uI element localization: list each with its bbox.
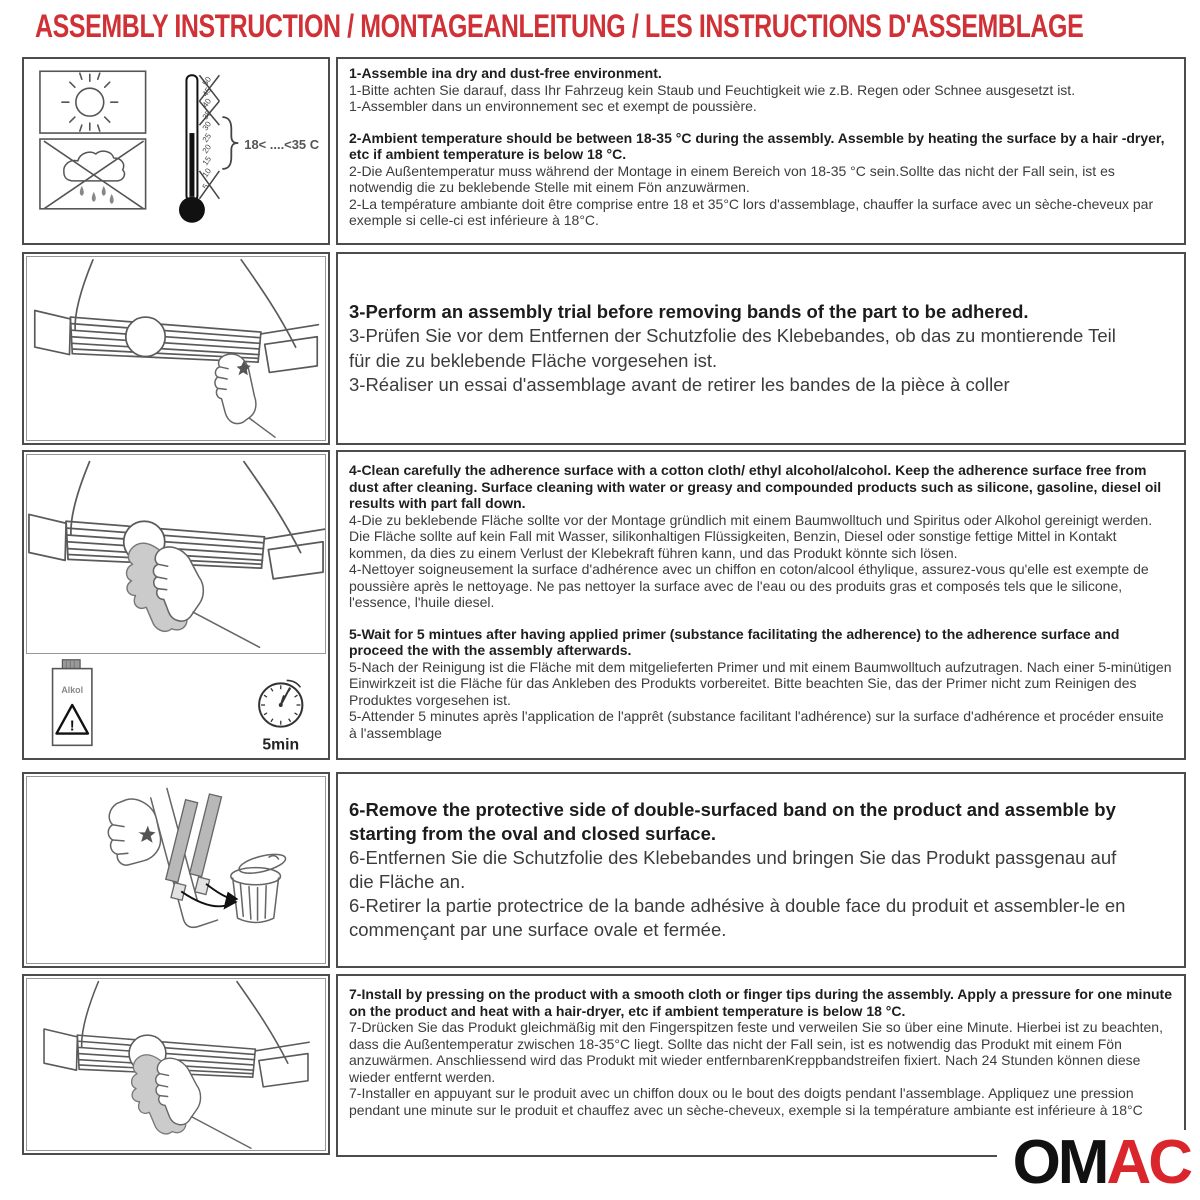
instructions-step-1-2 — [336, 57, 1186, 245]
step5-de: 5-Nach der Reinigung ist die Fläche mit dem mitgelieferten Primer und mit einem Baumwolltuch aufzutragen. Nach einer 5-minütigen Einwirkzeit ist die Fläche für das Ankleben des Produkts vorbereitet. Bitte beachten Sie, das der Primer nicht zum Reinigen des Produktes vorgesehen ist. — [349, 658, 1172, 708]
alcohol-and-wait-icons — [26, 655, 326, 755]
step4-fr: 4-Nettoyer soigneusement la surface d'adhérence avec un chiffon en coton/alcool éthylique, assurez-vous qu'elle est exempte de poussière après le nettoyage. Ne pas nettoyer la surface avec de l'eau ou des produits gras et composés tels que le silicone, l'essence, l'huile diesel. — [349, 561, 1149, 611]
grille-cleaning-icon — [26, 454, 326, 654]
svg-text:25: 25 — [200, 131, 214, 145]
step4-de: 4-Die zu beklebende Fläche sollte vor der Montage gründlich mit einem Baumwolltuch und Spiritus oder Alkohol gereinigt werden. Die Fläche sollte auf kein Fall mit Wasser, silikonhaltigen Flüssigkeiten, Benzin, Diesel oder sonstige fettige Mittel in Kontakt kommen, da dies zu einem Verlust der Klebekraft führen kann, und das Produkt könnte sich lösen. — [349, 511, 1153, 561]
sun-icon — [62, 73, 118, 131]
step7-de: 7-Drücken Sie das Produkt gleichmäßig mit den Fingerspitzen feste und verweilen Sie so über eine Minute. Hierbei ist zu beachten, dass die Außentemperatur zwischen 18-35°C liegt. Sollte das nicht der Fall sein, ist es notwendig das Produkt mit einem Fön anzuwärmen. Anschliessend wird das Produkt mit wieder entfernbarenKreppbandstreifen fixiert. Nach 24 Stunden können diese wieder entfernt werden. — [349, 1019, 1163, 1085]
illustration-remove-band-cell — [22, 772, 330, 968]
step6-en: 6-Remove the protective side of double-surfaced band on the product and assemble by starting from the oval and closed surface. — [349, 798, 1116, 844]
grille-trial-icon — [26, 256, 326, 441]
step1-de: 1-Bitte achten Sie darauf, dass Ihr Fahrzeug kein Staub und Feuchtigkeit wie z.B. Regen oder Schnee ausgesetzt ist. — [349, 81, 1076, 98]
bottle-label: Alkol — [61, 685, 84, 696]
wait-time-label: 5min — [262, 736, 300, 754]
thermometer-icon — [179, 74, 319, 222]
grille-press-icon — [26, 978, 326, 1151]
svg-text:20: 20 — [200, 142, 214, 156]
clock-5min-icon — [259, 680, 302, 753]
svg-text:35: 35 — [200, 108, 214, 122]
svg-text:40: 40 — [200, 96, 214, 110]
step6-de: 6-Entfernen Sie die Schutzfolie des Klebebandes und bringen Sie das Produkt passgenau auf die Fläche an. — [349, 846, 1117, 892]
svg-text:45: 45 — [200, 85, 214, 99]
page-title: ASSEMBLY INSTRUCTION / MONTAGEANLEITUNG / LES INSTRUCTIONS D'ASSEMBLAGE — [35, 8, 1084, 44]
omac-logo — [997, 1130, 1192, 1196]
step2-en: 2-Ambient temperature should be between 18-35 °C during the assembly. Assemble by heating the surface by a hair -dryer, etc if ambient temperature is below 18 °C. — [349, 129, 1165, 163]
temperature-range-label: 18< ....<35 C — [244, 137, 320, 153]
omac-logo-black-part: OM — [1012, 1128, 1107, 1197]
instructions-step-3 — [336, 252, 1186, 445]
step1-en: 1-Assemble ina dry and dust-free environment. — [349, 65, 662, 81]
warning-mark: ! — [69, 718, 75, 735]
svg-text:15: 15 — [200, 154, 214, 168]
svg-text:50: 50 — [200, 74, 214, 88]
step2-de: 2-Die Außentemperatur muss während der Montage in einem Bereich von 18-35 °C sein.Sollte das nicht der Fall sein, ist es notwendig die zu beklebende Stelle mit einem Fön anzuwärmen. — [349, 162, 1115, 196]
illustration-assembly-trial-cell — [22, 252, 330, 445]
svg-text:10: 10 — [200, 166, 214, 180]
step5-fr: 5-Attender 5 minutes après l'application de l'apprêt (substance facilitant l'adhérence) sur la surface d'adhérence et procéder ensuite à l'assemblage — [349, 708, 1164, 741]
illustration-cleaning-cell — [22, 450, 330, 760]
environment-temperature-icon — [24, 59, 328, 243]
step6-fr: 6-Retirer la partie protectrice de la bande adhésive à double face du produit et assembler-le en commençant par une surface ovale et fermée. — [349, 895, 1126, 941]
step7-en: 7-Install by pressing on the product with a smooth cloth or finger tips during the assembly. Apply a pressure for one minute on the product and heat with a hair-dryer, etc if ambient temperature is below 18 °C. — [349, 986, 1172, 1019]
step4-en: 4-Clean carefully the adherence surface with a cotton cloth/ ethyl alcohol/alcohol. Keep the adherence surface free from dust after cleaning. Surface cleaning with water or greasy and compounded products such as silicone, gasoline, diesel oil results with part fall down. — [349, 462, 1162, 512]
instructions-step-4-5 — [336, 450, 1186, 760]
no-rain-icon — [44, 141, 144, 209]
illustration-environment-cell — [22, 57, 330, 245]
alcohol-bottle-icon — [53, 660, 92, 746]
illustration-press-install-cell — [22, 974, 330, 1155]
step3-de: 3-Prüfen Sie vor dem Entfernen der Schutzfolie des Klebebandes, ob das zu montierende Teil für die zu beklebende Fläche vorgesehen ist. — [349, 325, 1116, 371]
remove-band-trash-icon — [26, 776, 326, 964]
omac-logo-red-part: AC — [1106, 1128, 1190, 1197]
instructions-step-6 — [336, 772, 1186, 968]
svg-text:5: 5 — [200, 182, 211, 192]
svg-text:30: 30 — [200, 119, 214, 133]
step7-fr: 7-Installer en appuyant sur le produit avec un chiffon doux ou le bout des doigts pendant l'assemblage. Appliquez une pression pendant une minute sur le produit et chauffez avec un sèche-cheveux, exemple si la température ambiante est inférieure à 18°C — [349, 1085, 1143, 1118]
step2-fr: 2-La température ambiante doit être comprise entre 18 et 35°C lors d'assemblage, chauffer la surface avec un sèche-cheveux par exemple si celle-ci est inférieure à 18°C. — [349, 195, 1154, 229]
step3-fr: 3-Réaliser un essai d'assemblage avant de retirer les bandes de la pièce à coller — [349, 373, 1010, 395]
step3-en: 3-Perform an assembly trial before removing bands of the part to be adhered. — [349, 301, 1029, 323]
step1-fr: 1-Assembler dans un environnement sec et exempt de poussière. — [349, 98, 757, 115]
step5-en: 5-Wait for 5 mintues after having applied primer (substance facilitating the adherence) to the adherence surface and proceed the with the assembly afterwards. — [349, 625, 1120, 659]
